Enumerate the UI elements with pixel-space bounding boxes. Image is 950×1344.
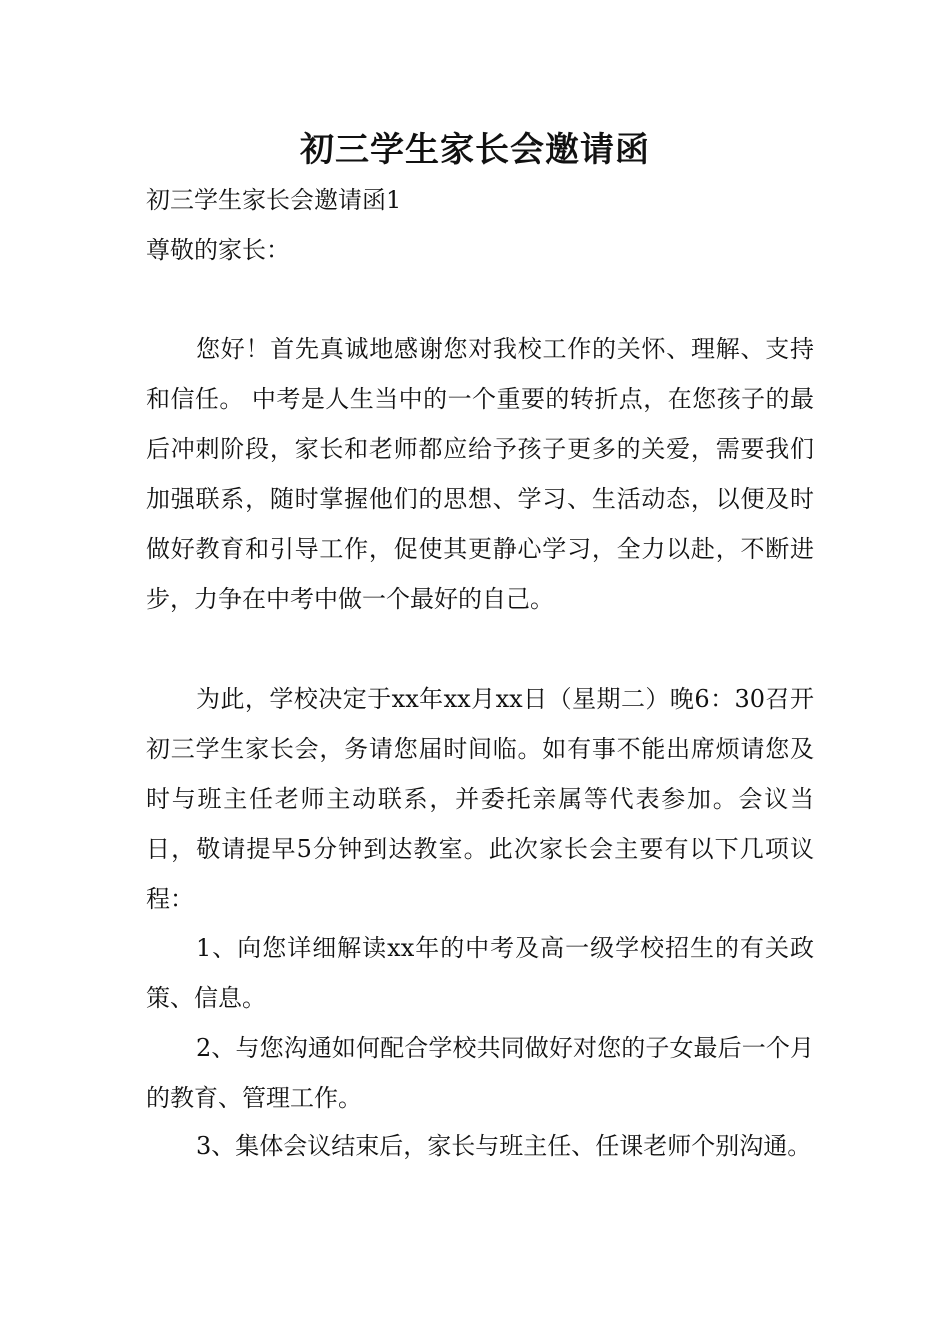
agenda-item-1: 1、向您详细解读xx年的中考及高一级学校招生的有关政策、信息。 [146, 934, 814, 1012]
agenda-item-3: 3、集体会议结束后，家长与班主任、任课老师个别沟通。 [196, 1132, 812, 1160]
document-title: 初三学生家长会邀请函 [300, 130, 650, 170]
agenda-item-2: 2、与您沟通如何配合学校共同做好对您的子女最后一个月的教育、管理工作。 [146, 1034, 814, 1112]
paragraph-greeting: 您好！首先真诚地感谢您对我校工作的关怀、理解、支持和信任。 中考是人生当中的一个重要的转折点，在您孩子的最后冲刺阶段，家长和老师都应给予孩子更多的关爱，需要我们加强联系，随时掌握他们的思想、学习、生活动态，以便及时做好教育和引导工作，促使其更静心学习，全力以赴，不断进步，力争在中考中做一个最好的自己。 [146, 335, 814, 613]
salutation: 尊敬的家长： [146, 236, 290, 264]
document-subtitle: 初三学生家长会邀请函1 [146, 186, 402, 214]
paragraph-meeting-notice: 为此，学校决定于xx年xx月xx日（星期二）晚6：30召开初三学生家长会，务请您届时间临。如有事不能出席烦请您及时与班主任老师主动联系，并委托亲属等代表参加。会议当日，敬请提早5分钟到达教室。此次家长会主要有以下几项议程： [146, 685, 814, 913]
